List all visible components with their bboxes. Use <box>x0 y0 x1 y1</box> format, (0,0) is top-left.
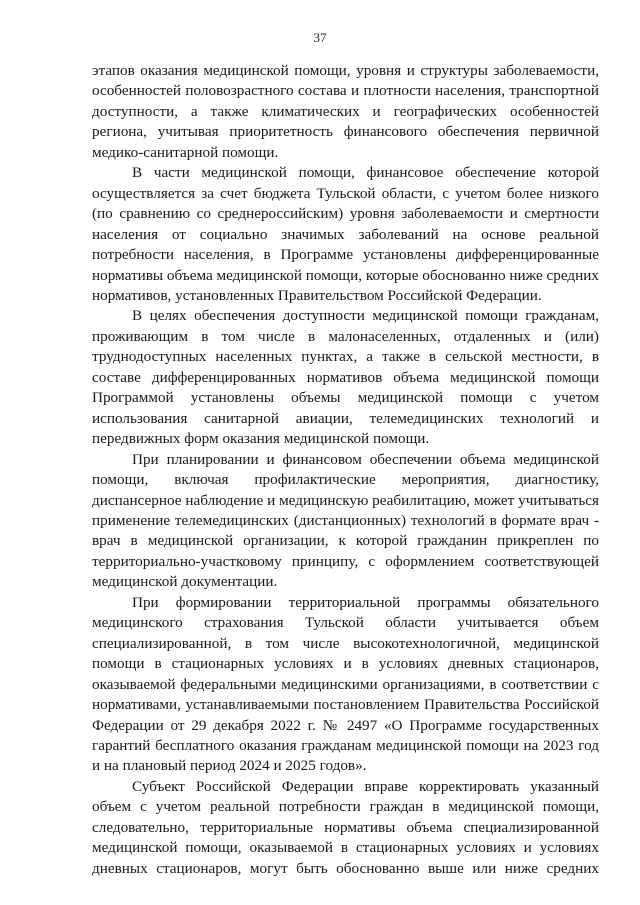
body-text <box>92 61 599 879</box>
paragraph-oms-program: При формировании территориальной программы обязательного медицинского страхования Тульской области учитывается объем специализированной, в том числе высокотехнологичной, медицинской помощи в стационарных условиях и в условиях дневных стационаров, оказываемой федеральными медицинскими организациями, в соответствии с нормативами, устанавливаемыми постановлением Правительства Российской Федерации от 29 декабря 2022 г. № 2497 «О Программе государственных гарантий бесплатного оказания гражданам медицинской помощи на 2023 год и на плановый период 2024 и 2025 годов». <box>92 593 599 775</box>
paragraph-accessibility: В целях обеспечения доступности медицинской помощи гражданам, проживающим в том числе в малонаселенных, отдаленных и (или) труднодоступных населенных пунктах, а также в сельской местности, в составе дифференцированных нормативов объема медицинской помощи Программой установлены объемы медицинской помощи с учетом использования санитарной авиации, телемедицинских технологий и передвижных форм оказания медицинской помощи. <box>92 307 599 448</box>
paragraph-continuation: этапов оказания медицинской помощи, уровня и структуры заболеваемости, особенностей половозрастного состава и плотности населения, транспортной доступности, а также климатических и географических особенностей региона, учитывая приоритетность финансового обеспечения первичной медико-санитарной помощи. <box>92 62 599 161</box>
paragraph-subject-adjustment: Субъект Российской Федерации вправе корректировать указанный объем с учетом реальной потребности граждан в медицинской помощи, следовательно, территориальные нормативы объема специализированной медицинской помощи, оказываемой в стационарных условиях и условиях дневных стационаров, могут быть обоснованно выше или ниже средних <box>92 777 599 877</box>
paragraph-telemedicine-planning: При планировании и финансовом обеспечении объема медицинской помощи, включая профилактические мероприятия, диагностику, диспансерное наблюдение и медицинскую реабилитацию, может учитываться применение телемедицинских (дистанционных) технологий в формате врач - врач в медицинской организации, к которой гражданин прикреплен по территориально-участковому принципу, с оформлением соответствующей медицинской документации. <box>92 450 599 591</box>
page-number: 37 <box>313 30 327 45</box>
paragraph-budget-financing: В части медицинской помощи, финансовое обеспечение которой осуществляется за счет бюджета Тульской области, с учетом более низкого (по сравнению со среднероссийским) уровня заболеваемости и смертности населения от социально значимых заболеваний на основе реальной потребности населения, в Программе установлены дифференцированные нормативы объема медицинской помощи, которые обоснованно ниже средних нормативов, установленных Правительством Российской Федерации. <box>92 164 599 304</box>
